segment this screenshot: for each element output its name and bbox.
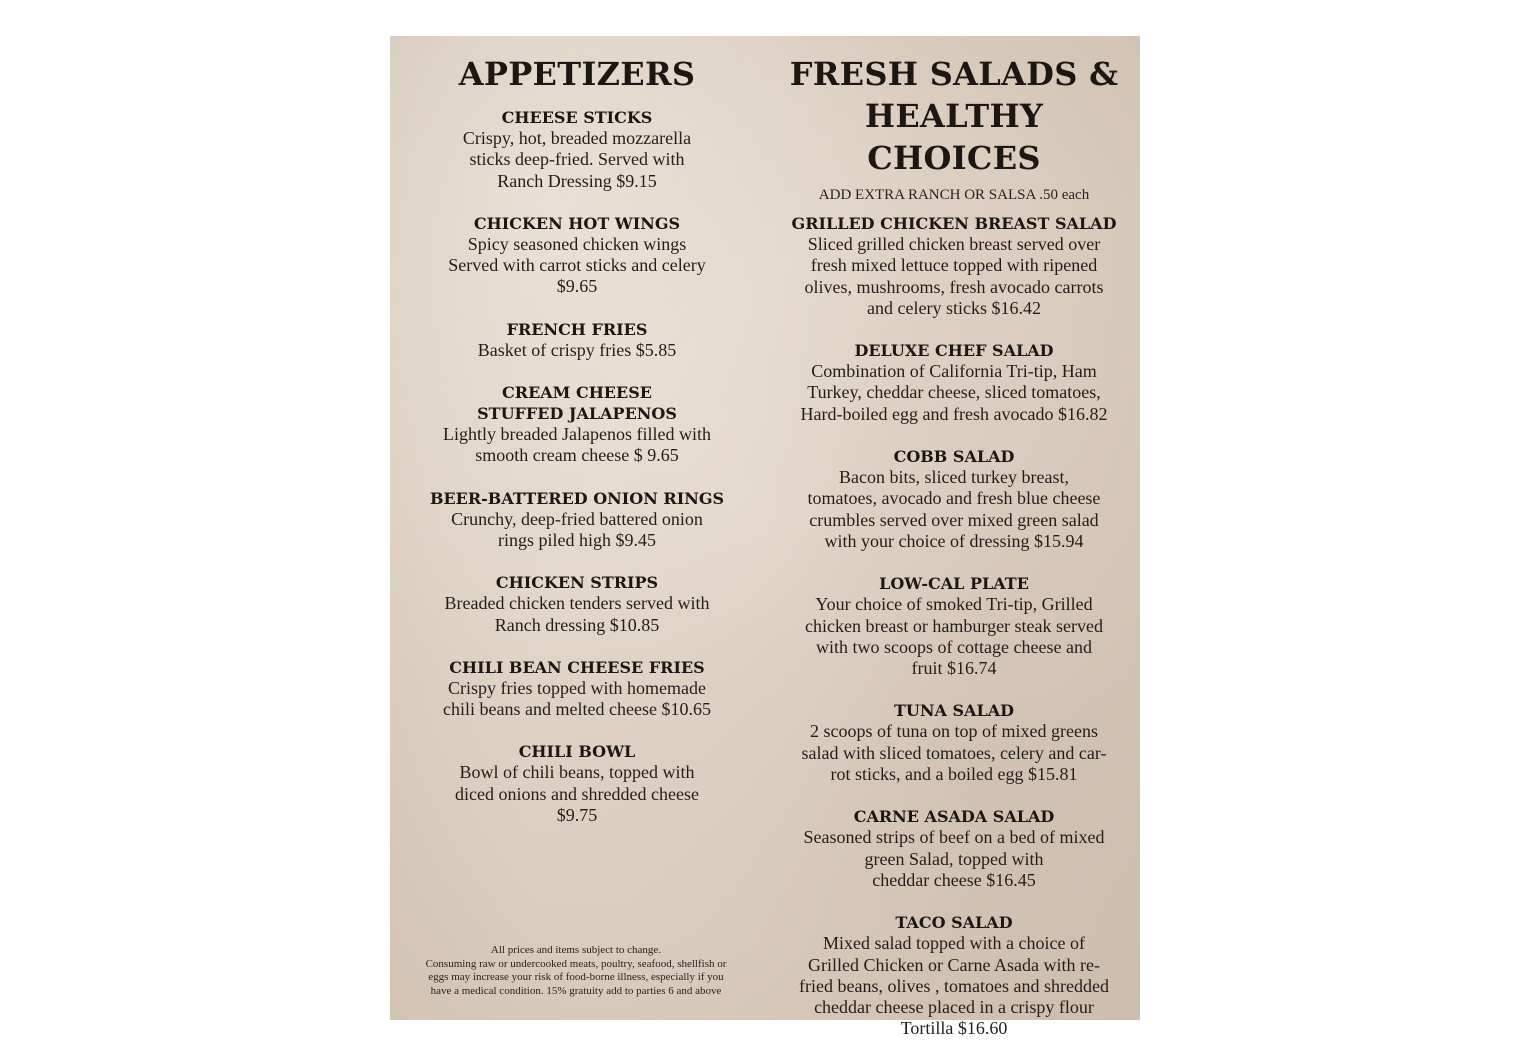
menu-item-description: Bowl of chili beans, topped with diced onions and shredded cheese $9.75 (455, 762, 699, 826)
menu-item-description: Lightly breaded Jalapenos filled with smooth cream cheese $ 9.65 (443, 424, 711, 466)
menu-item-name: GRILLED CHICKEN BREAST SALAD (791, 214, 1117, 233)
menu-item-description: Basket of crispy fries $5.85 (477, 339, 677, 360)
menu-item-name: TACO SALAD (895, 913, 1013, 933)
menu-item-description: Crispy, hot, breaded mozzarella sticks deep-fried. Served with Ranch Dressing $9.15 (462, 128, 692, 191)
salads-column (773, 36, 1135, 1061)
menu-item (412, 319, 742, 361)
menu-item (412, 572, 742, 636)
menu-item-name: CARNE ASADA SALAD (853, 807, 1055, 827)
menu-item-description: Breaded chicken tenders served with Ranch dressing $10.85 (444, 593, 710, 635)
menu-page (390, 36, 1140, 1039)
menu-item (412, 213, 742, 298)
menu-item (412, 741, 742, 826)
disclaimer-note: All prices and items subject to change. Consuming raw or undercooked meats, poultry, seafood, shellfish or eggs may increase your risk of food-borne illness, especially if you have a medical condition. 15% gratuity add to parties 6 and above (425, 944, 727, 998)
menu-item (773, 700, 1135, 785)
appetizers-column (412, 36, 742, 847)
menu-item-name: TUNA SALAD (894, 701, 1014, 721)
menu-item-description: Your choice of smoked Tri-tip, Grilled chicken breast or hamburger steak served with two scoops of cottage cheese and fruit $16.74 (804, 594, 1104, 679)
menu-item-name: DELUXE CHEF SALAD (854, 341, 1054, 361)
menu-item-name: BEER-BATTERED ONION RINGS (429, 488, 725, 508)
menu-item-description: Seasoned strips of beef on a bed of mixed green Salad, topped with cheddar cheese $16.45 (803, 827, 1105, 890)
menu-item-description: Crispy fries topped with homemade chili beans and melted cheese $10.65 (443, 677, 711, 720)
menu-item (773, 806, 1135, 891)
menu-item-name: CHICKEN STRIPS (495, 573, 659, 593)
menu-item-description: Bacon bits, sliced turkey breast, tomatoes, avocado and fresh blue cheese crumbles served over mixed green salad with your choice of dressing $15.94 (807, 467, 1101, 551)
menu-item-description: Spicy seasoned chicken wings Served with carrot sticks and celery $9.65 (448, 233, 706, 297)
menu-item-description: Combination of California Tri-tip, Ham Turkey, cheddar cheese, sliced tomatoes, Hard-boiled egg and fresh avocado $16.82 (800, 361, 1108, 424)
menu-item (773, 340, 1135, 425)
menu-item-description: Mixed salad topped with a choice of Grilled Chicken or Carne Asada with re- fried beans, olives , tomatoes and shredded cheddar cheese placed in a crispy flour Tortilla $16.60 (799, 933, 1109, 1039)
menu-item-name: CREAM CHEESE STUFFED JALAPENOS (477, 383, 677, 424)
menu-item (773, 573, 1135, 679)
menu-item (412, 657, 742, 721)
menu-item-name: CHEESE STICKS (501, 108, 653, 127)
menu-item-name: FRENCH FRIES (506, 319, 648, 339)
appetizers-title: APPETIZERS (458, 55, 696, 93)
menu-item (773, 213, 1135, 319)
menu-item-name: CHILI BEAN CHEESE FRIES (449, 657, 705, 677)
salads-note: ADD EXTRA RANCH OR SALSA .50 each (818, 187, 1090, 203)
menu-item-name: LOW-CAL PLATE (879, 574, 1029, 594)
menu-item (412, 382, 742, 467)
menu-item (773, 446, 1135, 552)
menu-item-name: CHICKEN HOT WINGS (473, 213, 681, 233)
menu-item-description: Sliced grilled chicken breast served over fresh mixed lettuce topped with ripened olives, mushrooms, fresh avocado carrots and celery sticks $16.42 (804, 234, 1104, 318)
menu-item-description: Crunchy, deep-fried battered onion rings piled high $9.45 (451, 508, 703, 550)
menu-item (412, 107, 742, 192)
menu-item (412, 488, 742, 552)
salads-title: FRESH SALADS & HEALTHY CHOICES (789, 55, 1119, 177)
menu-item-description: 2 scoops of tuna on top of mixed greens salad with sliced tomatoes, celery and car- rot sticks, and a boiled egg $15.81 (801, 721, 1107, 785)
menu-item-name: CHILI BOWL (518, 742, 636, 762)
menu-item-name: COBB SALAD (893, 447, 1015, 467)
menu-item (773, 912, 1135, 1039)
